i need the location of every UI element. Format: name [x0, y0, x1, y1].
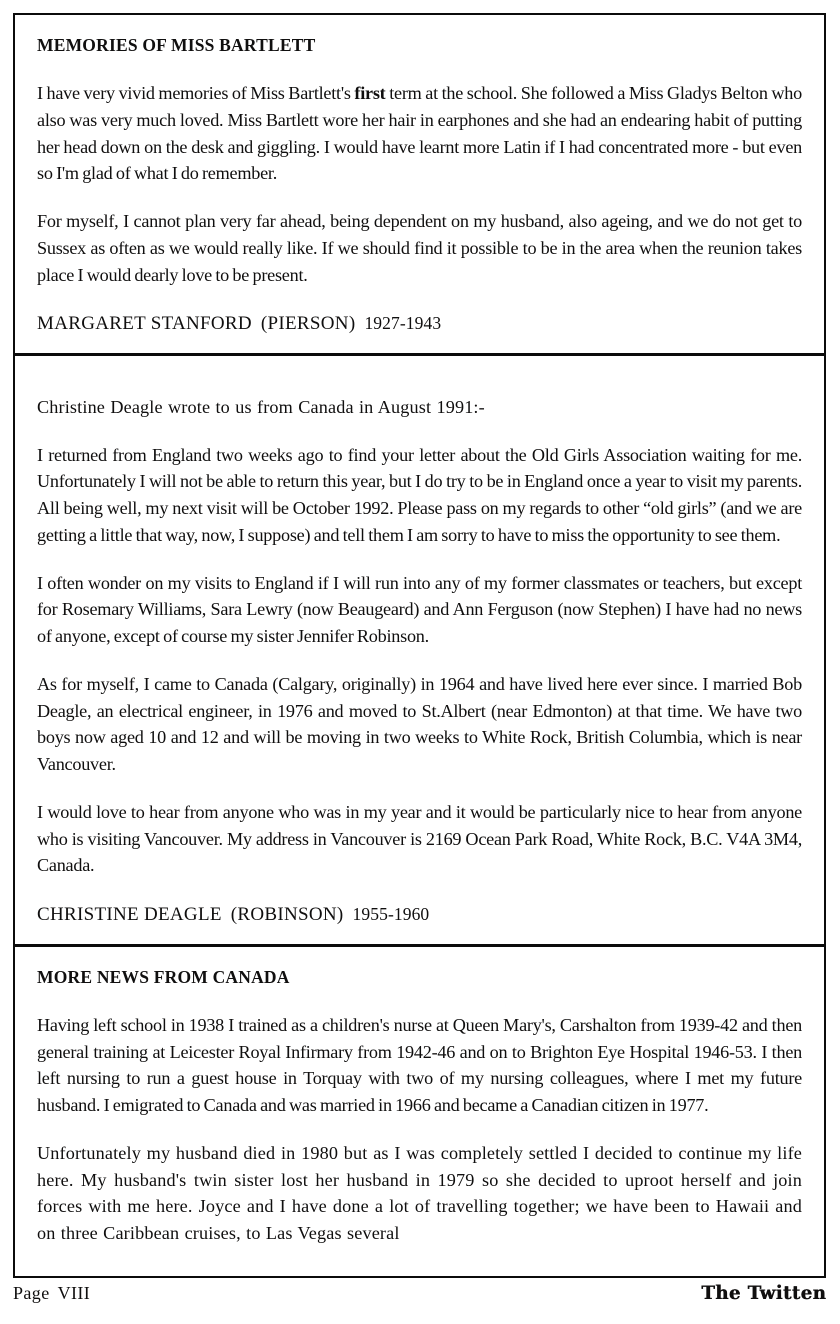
article-memories-of-miss-bartlett [15, 15, 824, 353]
page-word: Page [13, 1283, 50, 1303]
signature-years: 1927-1943 [364, 313, 442, 334]
signature-maiden-name: (ROBINSON) [230, 904, 344, 926]
article-paragraph: For myself, I cannot plan very far ahead, being dependent on my husband, also ageing, and we do not get to Sussex as often as we would really like. If we should find it possible to be in the area when the reunion takes place I would dearly love to be present. [37, 211, 802, 285]
signature-name: MARGARET STANFORD [37, 313, 252, 335]
page-number-label [13, 1281, 90, 1304]
page-border-frame [13, 13, 826, 1278]
article-christine-deagle-letter [15, 353, 824, 944]
page-footer [13, 1281, 826, 1321]
article-heading: MORE NEWS FROM CANADA [37, 966, 290, 987]
emphasis-first: first [354, 83, 386, 103]
article-signature [37, 903, 802, 928]
signature-maiden-name: (PIERSON) [260, 313, 356, 335]
paragraph-text-post: term at the school. She followed a Miss Gladys Belton who also was very much loved. Miss Bartlett wore her hair in earphones and she had an endearing habit of putting her head down on the desk and giggling. I would have learnt more Latin if I had concentrated more - but even so I'm glad of what I do remember. [37, 83, 802, 184]
publication-masthead: The Twitten [701, 1282, 826, 1304]
article-paragraph [37, 80, 802, 187]
article-paragraph: Unfortunately my husband died in 1980 but as I was completely settled I decided to continue my life here. My husband's twin sister lost her husband in 1979 so she decided to uproot herself and join forces with me here. Joyce and I have done a lot of travelling together; we have been to Hawaii and on three Caribbean cruises, to Las Vegas several [37, 1142, 802, 1244]
signature-name: CHRISTINE DEAGLE [37, 904, 222, 926]
article-signature [37, 312, 802, 337]
letter-intro-line: Christine Deagle wrote to us from Canada in August 1991:- [37, 396, 485, 417]
article-paragraph: I would love to hear from anyone who was in my year and it would be particularly nice to hear from anyone who is visiting Vancouver. My address in Vancouver is 2169 Ocean Park Road, White Rock, B.C. V4A 3M4, Canada. [37, 801, 802, 876]
article-more-news-from-canada [15, 944, 824, 1259]
paragraph-text-pre: I have very vivid memories of Miss Bartlett's [37, 83, 355, 103]
article-paragraph: As for myself, I came to Canada (Calgary, originally) in 1964 and have lived here ever since. I married Bob Deagle, an electrical engineer, in 1976 and moved to St.Albert (near Edmonton) at that time. We have two boys now aged 10 and 12 and will be moving in two weeks to White Rock, British Columbia, which is near Vancouver. [37, 673, 802, 775]
article-paragraph: I returned from England two weeks ago to find your letter about the Old Girls Association waiting for me. Unfortunately I will not be able to return this year, but I do try to be in England once a year to visit my parents. All being well, my next visit will be October 1992. Please pass on my regards to other “old girls” (and we are getting a little that way, now, I suppose) and tell them I am sorry to have to miss the opportunity to see them. [37, 444, 802, 545]
article-paragraph: I often wonder on my visits to England if I will run into any of my former classmates or teachers, but except for Rosemary Williams, Sara Lewry (now Beaugeard) and Ann Ferguson (now Stephen) I have had no news of anyone, except of course my sister Jennifer Robinson. [37, 572, 802, 647]
page-number-value: VIII [57, 1283, 91, 1303]
article-heading: MEMORIES OF MISS BARTLETT [37, 35, 316, 55]
article-paragraph: Having left school in 1938 I trained as a children's nurse at Queen Mary's, Carshalton from 1939-42 and then general training at Leicester Royal Infirmary from 1942-46 and on to Brighton Eye Hospital 1946-53. I then left nursing to run a guest house in Torquay with two of my nursing colleagues, where I met my future husband. I emigrated to Canada and was married in 1966 and became a Canadian citizen in 1977. [37, 1014, 802, 1116]
signature-years: 1955-1960 [352, 904, 430, 925]
